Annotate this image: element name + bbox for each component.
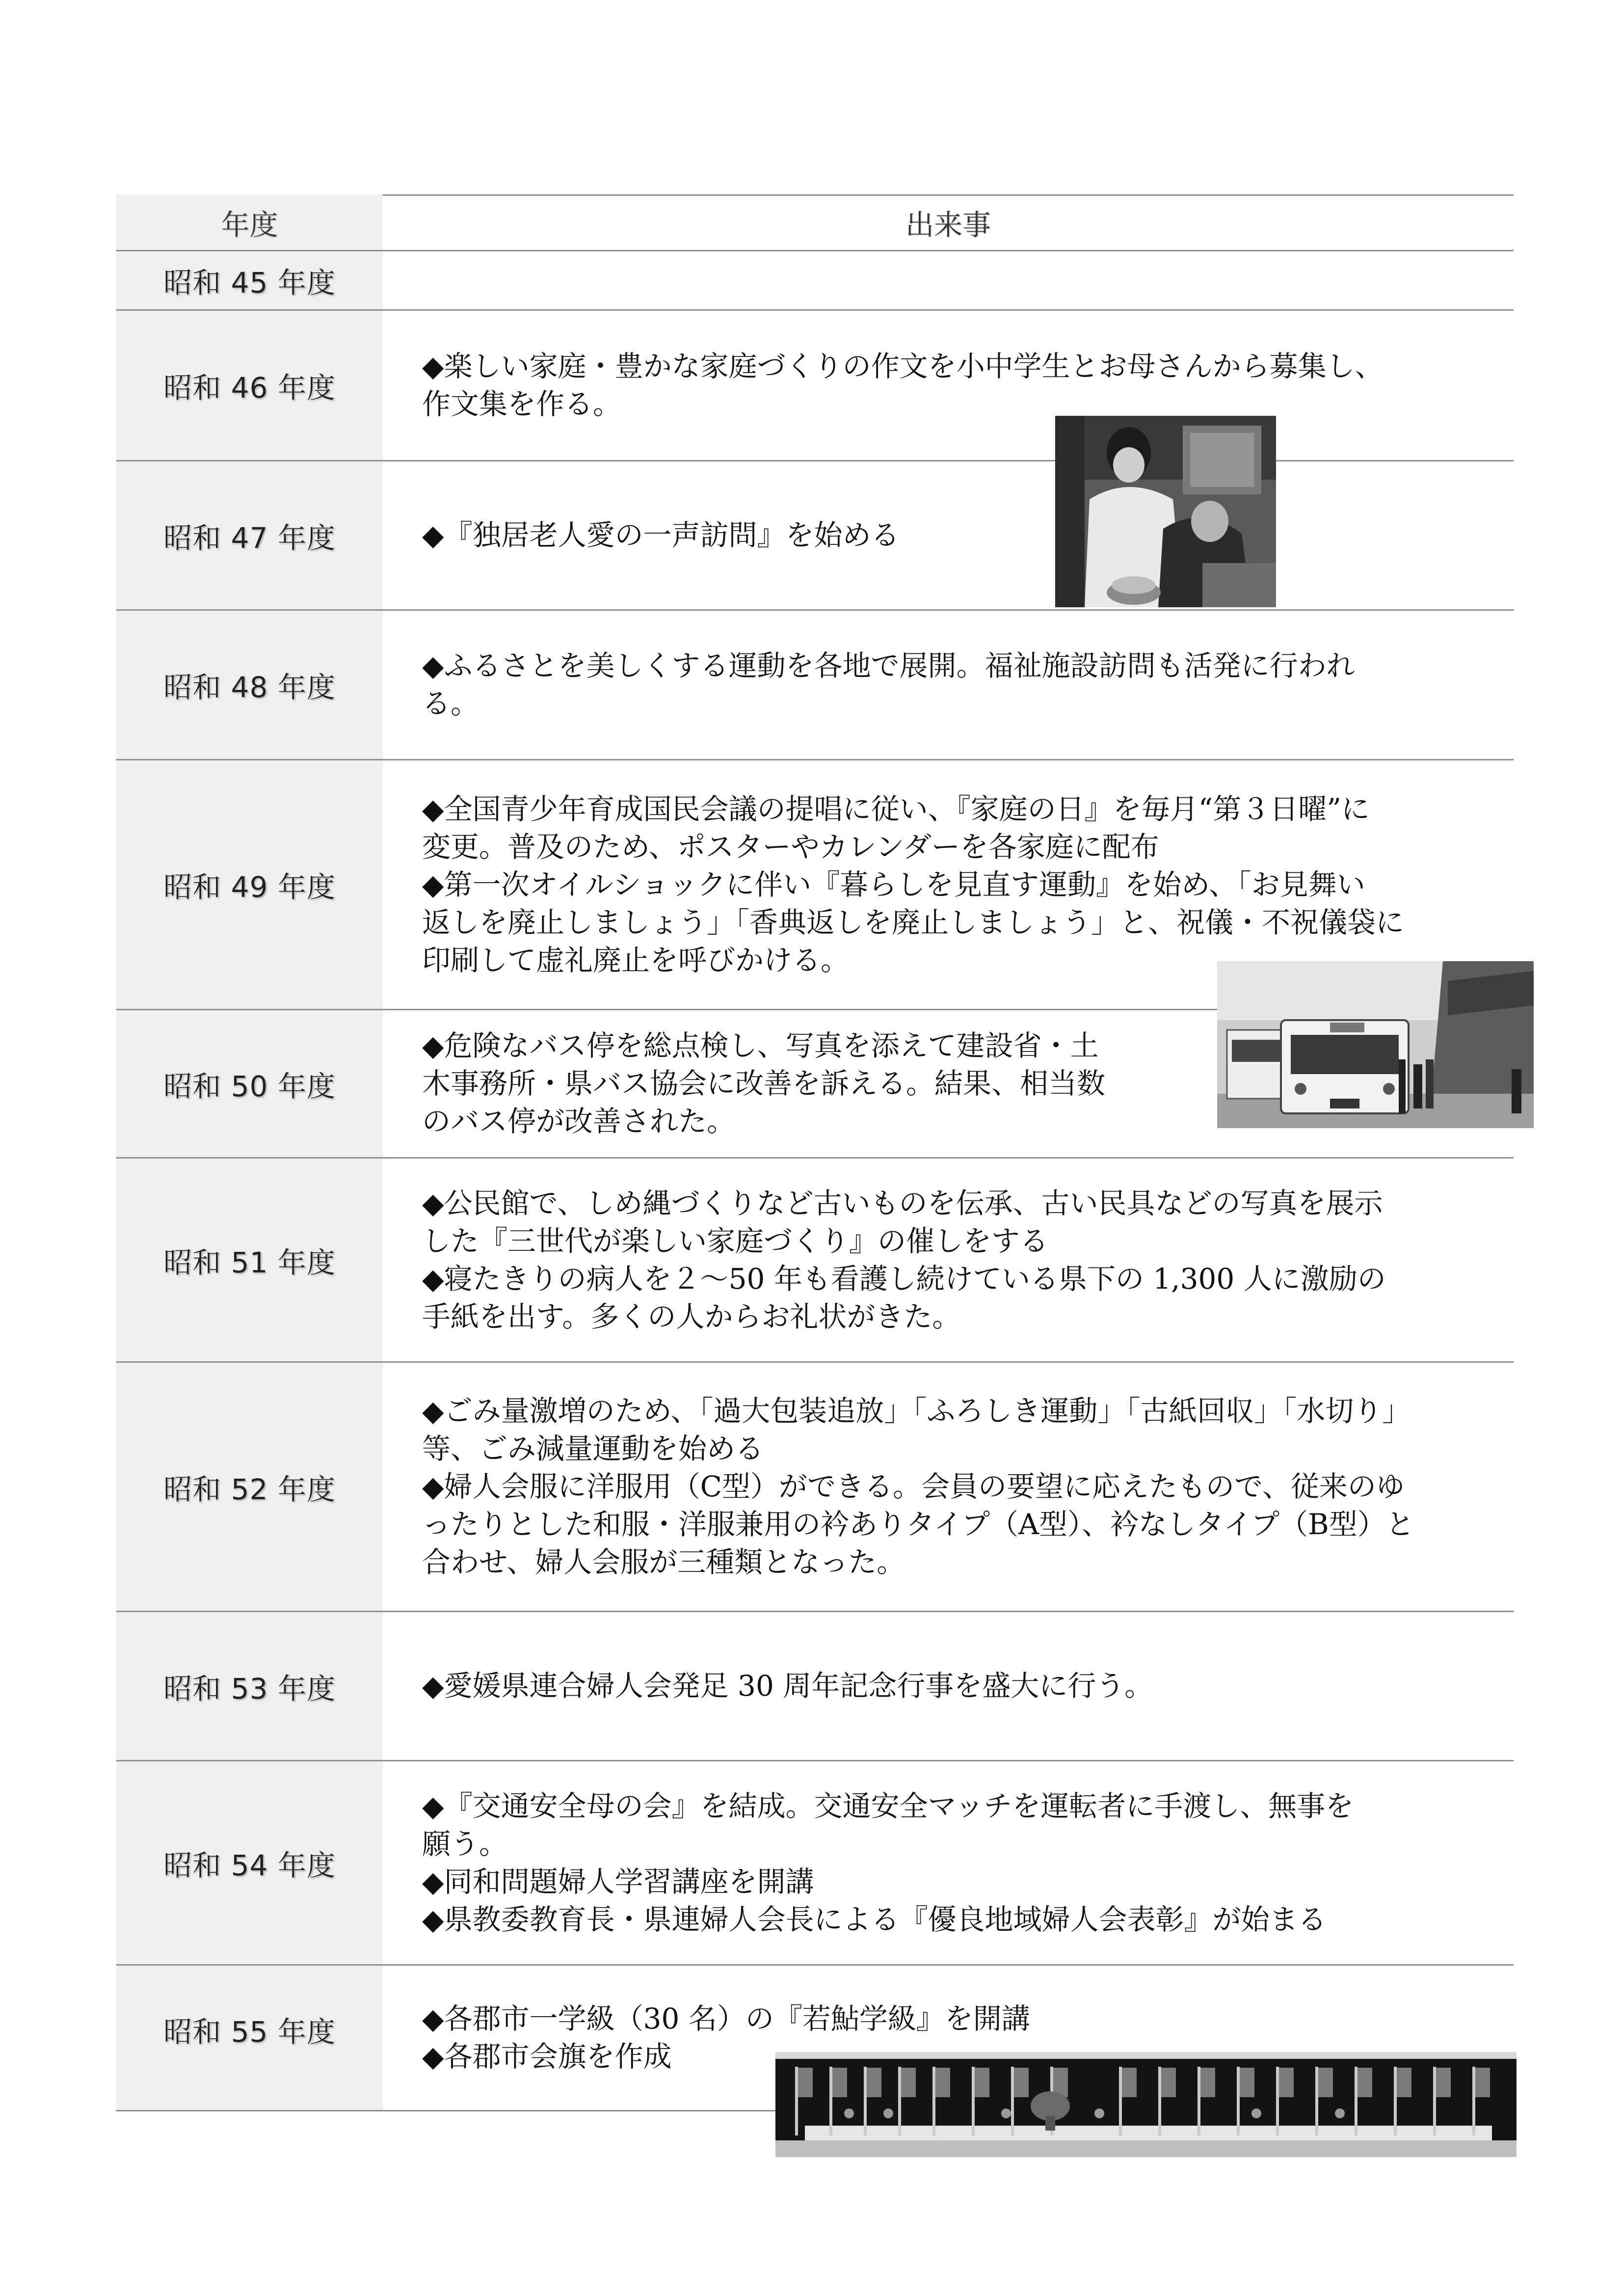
event-text [422,251,1492,309]
event-line: 木事務所・県バス協会に改善を訴える。結果、相当数 [422,1067,1106,1100]
event-line: 等、ごみ減量運動を始める [422,1432,764,1465]
event-line: 願う。 [422,1827,508,1861]
event-line: ◆ごみ量激増のため、「過大包装追放」「ふろしき運動」「古紙回収」「水切り」 [422,1394,1411,1428]
table-row [116,311,1514,460]
header-event: 出来事 [905,208,991,242]
event-line: ◆『交通安全母の会』を結成。交通安全マッチを運転者に手渡し、無事を [422,1789,1354,1823]
event-line: のバス停が改善された。 [422,1105,736,1138]
year-label: 昭和 52 年度 [163,1472,336,1506]
event-line: ◆同和問題婦人学習講座を開講 [422,1864,814,1898]
year-label: 昭和 54 年度 [163,1848,336,1882]
event-line: ◆危険なバス停を総点検し、写真を添えて建設省・土 [422,1029,1099,1062]
table-row [116,251,1514,309]
event-line: ◆愛媛県連合婦人会発足 30 周年記念行事を盛大に行う。 [422,1669,1153,1702]
event-line: 作文集を作る。 [422,387,622,421]
bus-stop-photo [1217,961,1534,1128]
year-label: 昭和 46 年度 [163,371,336,405]
year-label: 昭和 45 年度 [163,266,336,299]
year-label: 昭和 49 年度 [163,870,336,904]
event-line: ◆県教委教育長・県連婦人会長による『優良地域婦人会表彰』が始まる [422,1902,1327,1936]
table-header [116,194,1514,250]
event-line: ◆楽しい家庭・豊かな家庭づくりの作文を小中学生とお母さんから募集し、 [422,350,1384,383]
event-line: 手紙を出す。多くの人からお礼状がきた。 [422,1299,961,1333]
table-row [116,611,1514,759]
event-text [422,1612,1492,1760]
event-line: 返しを廃止しましょう」「香典返しを廃止しましょう」と、祝儀・不祝儀袋に [422,905,1405,939]
year-label: 昭和 47 年度 [163,521,336,555]
event-line: 印刷して虚礼廃止を呼びかける。 [422,943,850,977]
event-line: ◆公民館で、しめ縄づくりなど古いものを伝承、古い民具などの写真を展示 [422,1186,1383,1220]
table-row [116,461,1514,609]
event-line: 変更。普及のため、ポスターやカレンダーを各家庭に配布 [422,830,1159,864]
event-line: ◆全国青少年育成国民会議の提唱に従い、『家庭の日』を毎月“第３日曜”に [422,792,1370,826]
ceremony-photo [775,2052,1517,2157]
table-row [116,1159,1514,1361]
event-line: ◆『独居老人愛の一声訪問』を始める [422,518,900,552]
year-label: 昭和 50 年度 [163,1069,336,1103]
table-row [116,1612,1514,1760]
event-line: 合わせ、婦人会服が三種類となった。 [422,1545,905,1579]
event-line: ったりとした和服・洋服兼用の衿ありタイプ（A型）、衿なしタイプ（B型）と [422,1508,1414,1541]
year-label: 昭和 55 年度 [163,2015,336,2049]
year-label: 昭和 48 年度 [163,671,336,704]
event-line: ◆寝たきりの病人を２～50 年も看護し続けている県下の 1,300 人に激励の [422,1262,1386,1296]
elderly-visit-photo [1055,416,1276,607]
event-line: ◆ふるさとを美しくする運動を各地で展開。福祉施設訪問も活発に行われ [422,649,1355,682]
table-row [116,1363,1514,1611]
event-line: した『三世代が楽しい家庭づくり』の催しをする [422,1224,1049,1258]
header-year: 年度 [116,194,383,250]
year-label: 昭和 51 年度 [163,1245,336,1279]
event-text [422,611,1492,759]
year-label: 昭和 53 年度 [163,1672,336,1705]
table-row [116,1761,1514,1964]
event-text [422,1363,1492,1611]
event-text [422,1761,1492,1964]
event-line: る。 [422,687,479,720]
event-text [422,1159,1492,1361]
event-line: ◆第一次オイルショックに伴い『暮らしを見直す運動』を始め、「お見舞い [422,867,1365,901]
event-text [422,311,1492,460]
event-text [422,461,1492,609]
event-line: ◆各郡市会旗を作成 [422,2040,672,2073]
event-line: ◆各郡市一学級（30 名）の『若鮎学級』を開講 [422,2002,1030,2035]
event-line: ◆婦人会服に洋服用（C型）ができる。会員の要望に応えたもので、従来のゆ [422,1470,1405,1503]
